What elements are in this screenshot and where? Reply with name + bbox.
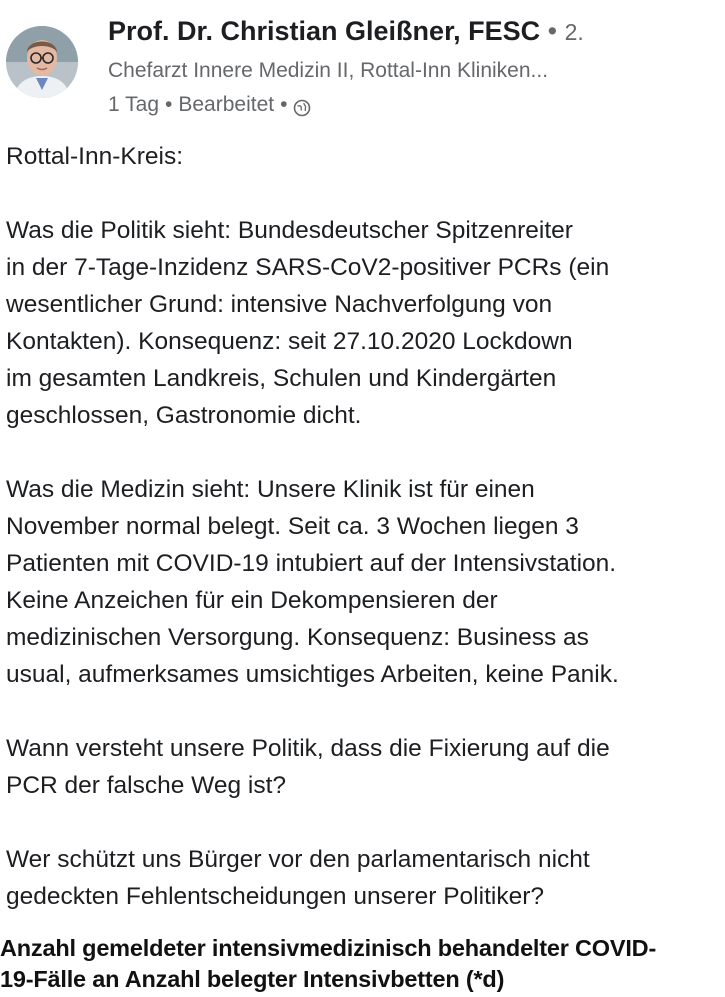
post-meta	[108, 90, 311, 120]
separator-dot: •	[547, 16, 558, 46]
post-paragraph: Wann versteht unsere Politik, dass die Fixierung auf die PCR der falsche Weg ist?	[6, 735, 610, 799]
author-headline: Chefarzt Innere Medizin II, Rottal-Inn Kliniken...	[108, 59, 549, 82]
post-paragraph: Was die Politik sieht: Bundesdeutscher Spitzenreiter in der 7-Tage-Inzidenz SARS-CoV2-positiver PCRs (ein wesentlicher Grund: intensive Nachverfolgung von Kontakten). Konsequenz: seit 27.10.2020 Lockdown im gesamten Landkreis, Schulen und Kindergärten geschlossen, Gastronomie dicht.	[6, 217, 610, 429]
post-paragraph: Rottal-Inn-Kreis:	[6, 143, 184, 170]
post-paragraph: Was die Medizin sieht: Unsere Klinik ist für einen November normal belegt. Seit ca. 3 Wochen liegen 3 Patienten mit COVID-19 intubiert auf der Intensivstation. Keine Anzeichen für ein Dekompensieren der medizinischen Versorgung. Konsequenz: Business as usual, aufmerksames umsichtiges Arbeiten, keine Panik.	[6, 476, 619, 688]
post-paragraph: Wer schützt uns Bürger vor den parlamentarisch nicht gedeckten Fehlentscheidungen unserer Politiker?	[6, 846, 590, 910]
attached-chart-title-line-1: Anzahl gemeldeter intensivmedizinisch behandelter COVID-	[0, 935, 657, 961]
post-time: 1 Tag	[108, 93, 159, 116]
connection-degree: 2.	[564, 19, 584, 45]
edited-label: Bearbeitet	[178, 93, 275, 116]
author-avatar[interactable]	[6, 26, 78, 98]
attached-chart-title-line-2: 19-Fälle an Anzahl belegter Intensivbetten (*d)	[0, 966, 505, 992]
author-name[interactable]: Prof. Dr. Christian Gleißner, FESC	[108, 16, 541, 46]
separator-dot: •	[280, 93, 288, 116]
author-line	[108, 14, 584, 49]
separator-dot: •	[165, 93, 173, 116]
globe-icon	[293, 96, 311, 114]
avatar-portrait	[6, 26, 78, 98]
post-body	[6, 138, 718, 952]
post-header	[0, 0, 725, 130]
attached-chart-preview[interactable]	[0, 933, 725, 997]
